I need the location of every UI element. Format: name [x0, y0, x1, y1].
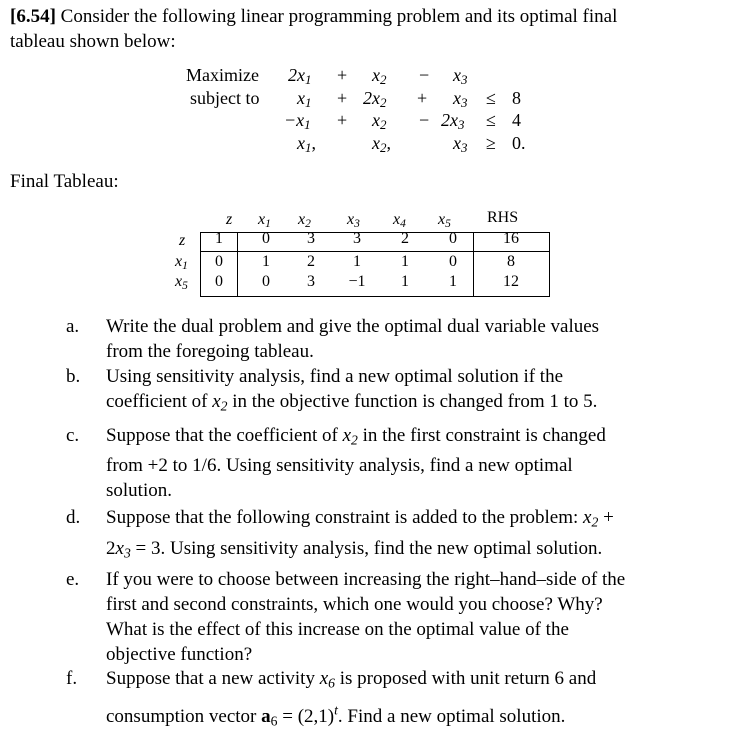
cell: 1	[215, 230, 223, 247]
header-x2: $x_2$	[298, 211, 311, 230]
c1-op-1: +	[337, 88, 348, 108]
cell: 1	[401, 253, 409, 270]
subject-to-label: subject to	[190, 88, 260, 108]
header-x4: $x_4$	[393, 211, 406, 230]
final-tableau	[200, 232, 550, 297]
question-line: $2x_3 = 3$. Using sensitivity analysis, find the new optimal solution.	[106, 538, 603, 561]
c2-rhs: 4	[512, 110, 521, 130]
header-x5: $x_5$	[438, 211, 451, 230]
obj-term-2: $x_2$	[372, 65, 387, 88]
header-z: z	[226, 211, 233, 228]
question-body	[106, 423, 704, 503]
c1-term-3: $x_3$	[453, 88, 468, 111]
nn-term-2: $x_2$,	[372, 133, 391, 156]
header-x1: $x_1$	[258, 211, 271, 230]
problem-intro	[10, 4, 617, 54]
cell: 2	[401, 230, 409, 247]
c1-term-1: $x_1$	[297, 88, 312, 111]
question-body	[106, 666, 704, 729]
cell: 1	[262, 253, 270, 270]
row-label-z: z	[179, 232, 186, 249]
obj-op-1: +	[337, 65, 348, 85]
tableau-divider	[201, 251, 549, 252]
question-line: Suppose that the coefficient of $x_2$ in the first constraint is changed	[106, 425, 606, 448]
c2-term-2: $x_2$	[372, 110, 387, 133]
question-label: a.	[66, 316, 80, 337]
header-x3: $x_3$	[347, 211, 360, 230]
header-rhs: RHS	[487, 209, 519, 226]
question-label: e.	[66, 569, 80, 590]
question-line: solution.	[106, 480, 172, 501]
row-label-x1: $x_1$	[175, 253, 188, 272]
cell: 12	[503, 273, 519, 290]
c2-op-1: +	[337, 110, 348, 130]
cell: 3	[307, 230, 315, 247]
question-line: coefficient of $x_2$ in the objective function is changed from 1 to 5.	[106, 391, 598, 414]
cell: −1	[348, 273, 366, 290]
c2-relation: ≤	[486, 110, 496, 130]
row-label-x5: $x_5$	[175, 273, 188, 292]
obj-term-3: $x_3$	[453, 65, 468, 88]
question-line: What is the effect of this increase on the optimal value of the	[106, 619, 569, 640]
question-body	[106, 505, 704, 561]
obj-term-1: $2x_1$	[288, 65, 312, 88]
question-line: If you were to choose between increasing the right–hand–side of the	[106, 569, 626, 590]
question-body	[106, 364, 704, 414]
question-body	[106, 567, 704, 667]
c1-op-2: +	[417, 88, 428, 108]
question-line: Using sensitivity analysis, find a new optimal solution if the	[106, 366, 564, 387]
question-line: consumption vector $a_6 = (2,1)^t$. Find a new optimal solution.	[106, 702, 566, 729]
problem-tag: [6.54]	[10, 6, 56, 27]
cell: 1	[401, 273, 409, 290]
cell: 2	[307, 253, 315, 270]
cell: 3	[307, 273, 315, 290]
question-body	[106, 314, 704, 364]
intro-line-2: tableau shown below:	[10, 31, 176, 52]
cell: 8	[507, 253, 515, 270]
c1-term-2: $2x_2$	[363, 88, 387, 111]
c1-relation: ≤	[486, 88, 496, 108]
nn-term-3: $x_3$	[453, 133, 468, 156]
maximize-label: Maximize	[186, 65, 259, 85]
cell: 0	[215, 273, 223, 290]
cell: 16	[503, 230, 519, 247]
cell: 0	[449, 230, 457, 247]
question-label: b.	[66, 366, 81, 387]
tableau-rhs-divider	[473, 233, 474, 296]
c1-rhs: 8	[512, 88, 521, 108]
question-line: objective function?	[106, 644, 253, 665]
cell: 0	[449, 253, 457, 270]
question-line: Write the dual problem and give the optimal dual variable values	[106, 316, 600, 337]
cell: 1	[449, 273, 457, 290]
cell: 0	[262, 230, 270, 247]
c2-term-1: $-x_1$	[284, 110, 311, 133]
nn-term-1: $x_1$,	[297, 133, 316, 156]
cell: 0	[262, 273, 270, 290]
question-line: Suppose that the following constraint is added to the problem: $x_2$ +	[106, 507, 614, 530]
question-line: first and second constraints, which one would you choose? Why?	[106, 594, 603, 615]
c2-op-2: −	[419, 110, 430, 130]
obj-op-2: −	[419, 65, 430, 85]
nn-rhs: 0.	[512, 133, 526, 153]
c2-term-3: $2x_3$	[441, 110, 465, 133]
question-label: c.	[66, 425, 80, 446]
final-tableau-label: Final Tableau:	[10, 171, 119, 192]
question-label: f.	[66, 668, 78, 689]
intro-line-1: Consider the following linear programming problem and its optimal final	[60, 6, 618, 27]
nn-relation: ≥	[486, 133, 496, 153]
cell: 1	[353, 253, 361, 270]
question-line: Suppose that a new activity $x_6$ is proposed with unit return 6 and	[106, 668, 597, 691]
question-label: d.	[66, 507, 81, 528]
question-line: from +2 to 1/6. Using sensitivity analysis, find a new optimal	[106, 455, 573, 476]
question-line: from the foregoing tableau.	[106, 341, 314, 362]
cell: 0	[215, 253, 223, 270]
cell: 3	[353, 230, 361, 247]
